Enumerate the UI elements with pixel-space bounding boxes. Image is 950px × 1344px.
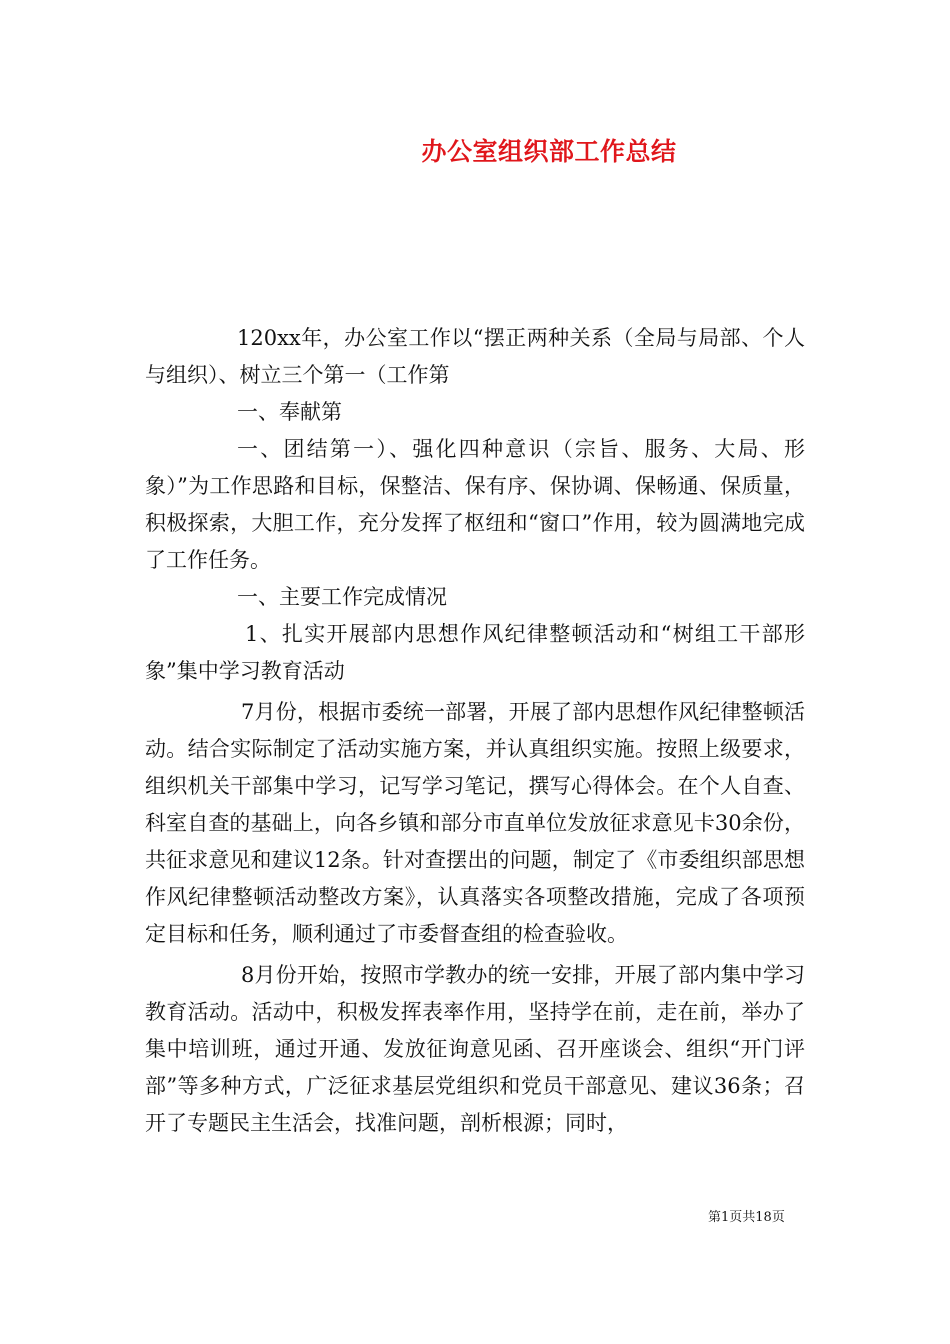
page-number-footer: 第1页共18页 bbox=[708, 1210, 785, 1225]
paragraph-dedication: 一、奉献第 bbox=[237, 400, 342, 424]
paragraph-august: 8月份开始，按照市学教办的统一安排，开展了部内集中学习教育活动。活动中，积极发挥表率作用，坚持学在前，走在前，举办了集中培训班，通过开通、发放征询意见函、召开座谈会、组织“开门评部”等多种方式，广泛征求基层党组织和党员干部意见、建议36条；召开了专题民主生活会，找准问题，剖析根源；同时， bbox=[145, 963, 805, 1135]
subsection-heading-1: 1、扎实开展部内思想作风纪律整顿活动和“树组工干部形象”集中学习教育活动 bbox=[145, 622, 805, 683]
paragraph-intro: 120xx年，办公室工作以“摆正两种关系（全局与局部、个人与组织）、树立三个第一（工作第 bbox=[145, 326, 805, 387]
page-title: 办公室组织部工作总结 bbox=[421, 137, 677, 166]
document-body bbox=[145, 320, 805, 1142]
paragraph-july: 7月份，根据市委统一部署，开展了部内思想作风纪律整顿活动。结合实际制定了活动实施方案，并认真组织实施。按照上级要求，组织机关干部集中学习，记写学习笔记，撰写心得体会。在个人自查、科室自查的基础上，向各乡镇和部分市直单位发放征求意见卡30余份，共征求意见和建议12条。针对查摆出的问题，制定了《市委组织部思想作风纪律整顿活动整改方案》，认真落实各项整改措施，完成了各项预定目标和任务，顺利通过了市委督查组的检查验收。 bbox=[145, 700, 805, 946]
paragraph-unity: 一、团结第一）、强化四种意识（宗旨、服务、大局、形象）”为工作思路和目标，保整洁、保有序、保协调、保畅通、保质量，积极探索，大胆工作，充分发挥了枢纽和“窗口”作用，较为圆满地完成了工作任务。 bbox=[145, 437, 805, 572]
section-heading-main-work: 一、主要工作完成情况 bbox=[237, 585, 447, 609]
